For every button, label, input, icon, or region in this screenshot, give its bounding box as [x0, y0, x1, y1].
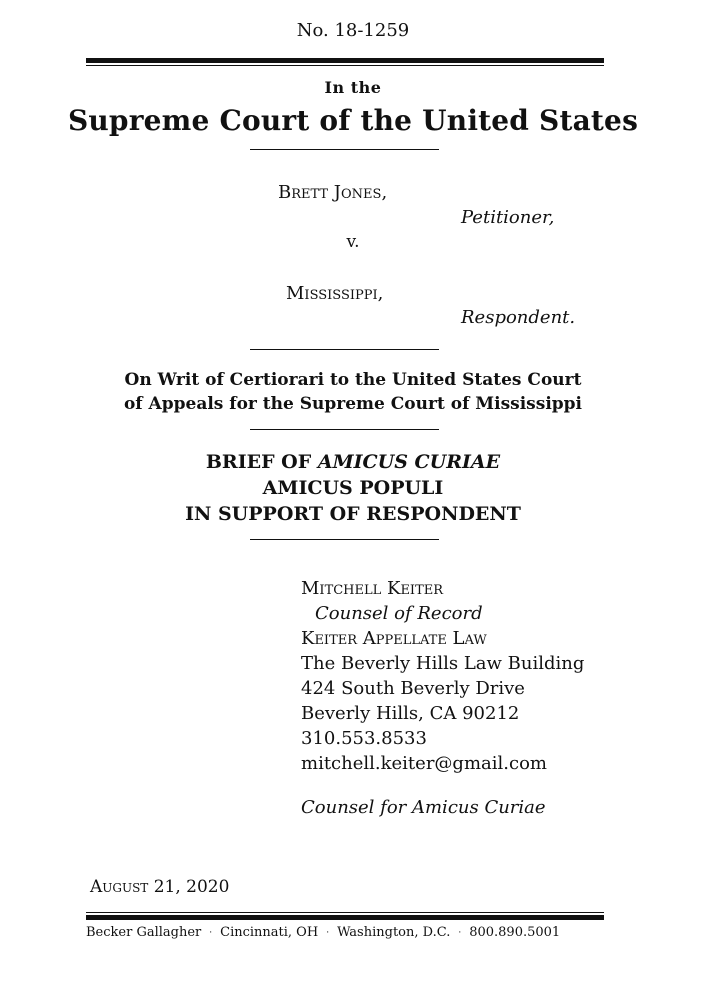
- counsel-role: Counsel of Record: [315, 603, 483, 624]
- footer-city-1: Cincinnati, OH: [220, 925, 319, 940]
- counsel-address-3: Beverly Hills, CA 90212: [301, 703, 520, 724]
- counsel-phone: 310.553.8533: [301, 728, 427, 749]
- brief-title-brief-of: BRIEF OF: [205, 451, 318, 473]
- footer-city-2: Washington, D.C.: [337, 925, 451, 940]
- counsel-name: Mitchell Keiter: [301, 578, 444, 599]
- filing-date: August 21, 2020: [90, 877, 230, 897]
- docket-number: No. 18-1259: [296, 20, 410, 41]
- petitioner-name: Brett Jones,: [278, 182, 388, 203]
- divider-4: [250, 539, 439, 540]
- counsel-address-2: 424 South Beverly Drive: [301, 678, 525, 699]
- respondent-name: Mississippi,: [286, 283, 384, 304]
- petitioner-role: Petitioner,: [461, 207, 555, 228]
- counsel-firm: Keiter Appellate Law: [301, 628, 487, 649]
- footer-printer: Becker Gallagher: [86, 925, 202, 940]
- brief-title-line-2: AMICUS POPULI: [262, 477, 444, 499]
- counsel-for: Counsel for Amicus Curiae: [301, 797, 546, 818]
- counsel-block: [301, 576, 584, 776]
- divider-1: [250, 149, 439, 150]
- brief-title-line-1: [0, 451, 706, 473]
- versus: v.: [346, 232, 360, 252]
- footer-separator-1: ·: [209, 927, 213, 938]
- counsel-address-1: The Beverly Hills Law Building: [301, 653, 585, 674]
- top-rule-thin: [86, 65, 604, 66]
- bottom-rule-thick: [86, 915, 604, 920]
- brief-title-amicus-curiae: AMICUS CURIAE: [317, 451, 501, 473]
- footer-separator-2: ·: [326, 927, 330, 938]
- writ-line-1: On Writ of Certiorari to the United States Court: [124, 370, 582, 390]
- printer-footer: [86, 925, 560, 940]
- divider-2: [250, 349, 439, 350]
- counsel-email: mitchell.keiter@gmail.com: [301, 753, 547, 774]
- bottom-rule-thin: [86, 912, 604, 913]
- brief-title-line-3: IN SUPPORT OF RESPONDENT: [185, 503, 521, 525]
- footer-phone: 800.890.5001: [469, 925, 561, 940]
- top-rule-thick: [86, 58, 604, 63]
- divider-3: [250, 429, 439, 430]
- respondent-role: Respondent.: [461, 307, 576, 328]
- court-name: Supreme Court of the United States: [67, 104, 639, 137]
- footer-separator-3: ·: [458, 927, 462, 938]
- writ-line-2: of Appeals for the Supreme Court of Mississippi: [123, 394, 583, 414]
- court-prefix: In the: [324, 78, 382, 97]
